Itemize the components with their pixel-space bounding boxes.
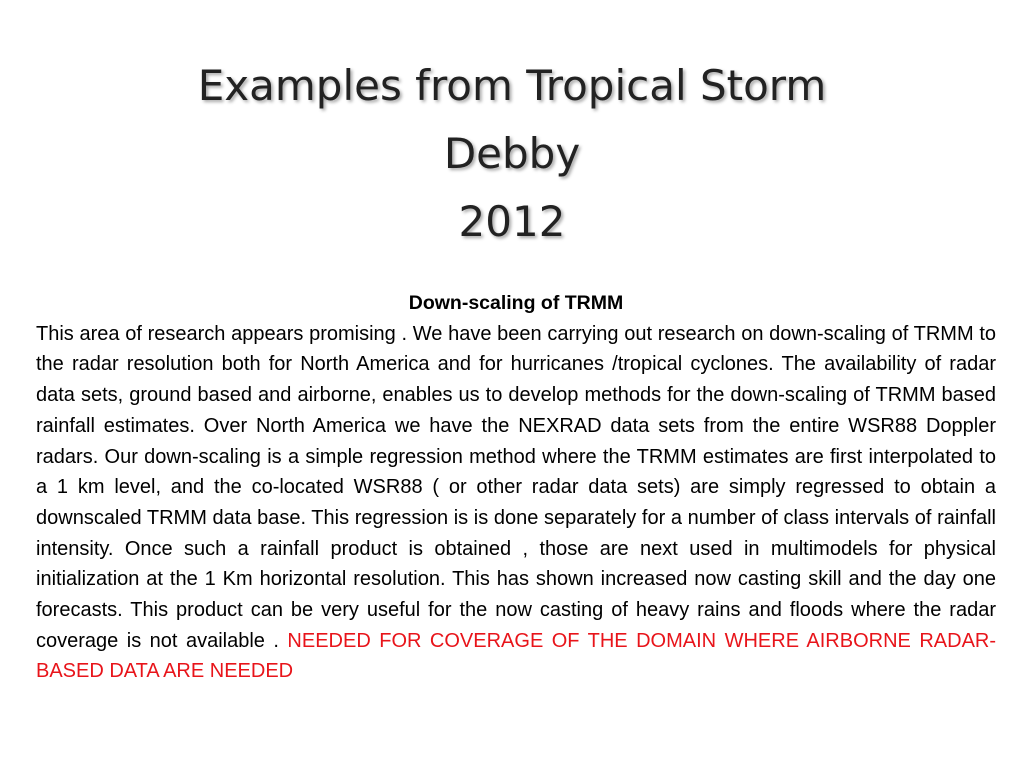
body-text [36, 288, 996, 687]
highlight-text: NEEDED FOR COVERAGE OF THE DOMAIN WHERE AIRBORNE RADAR-BASED DATA ARE NEEDED [36, 629, 997, 683]
title-line-1: Examples from Tropical Storm [197, 61, 827, 110]
title-line-3: 2012 [458, 197, 566, 246]
title-line-2: Debby [443, 129, 581, 178]
body-paragraph [36, 319, 996, 687]
paragraph-text: This area of research appears promising . We have been carrying out research on down-scaling of TRMM to the radar resolution both for North America and for hurricanes /tropical cyclones. The availability of radar data sets, ground based and airborne, enables us to develop methods for the down-scaling of TRMM based rainfall estimates. Over North America we have the NEXRAD data sets from the entire WSR88 Doppler radars. Our down-scaling is a simple regression method where the TRMM estimates are first interpolated to a 1 km level, and the co-located WSR88 ( or other radar data sets) are simply regressed to obtain a downscaled TRMM data base. This regression is is done separately for a number of class intervals of rainfall intensity. Once such a rainfall product is obtained , those are next used in multimodels for physical initialization at the 1 Km horizontal resolution. This has shown increased now casting skill and the day one forecasts. This product can be very useful for the now casting of heavy rains and floods where the radar coverage is not available . [36, 322, 996, 652]
slide-title [100, 52, 924, 256]
section-heading: Down-scaling of TRMM [408, 292, 624, 314]
